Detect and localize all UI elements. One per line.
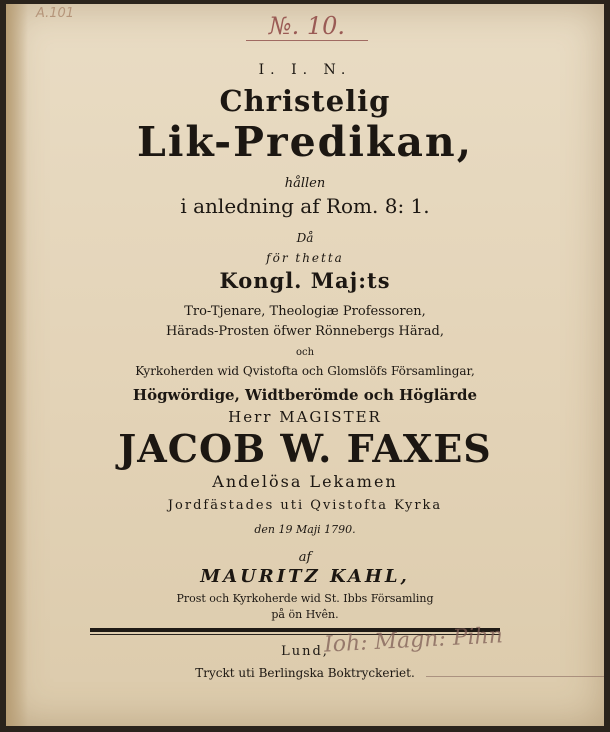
title-line-2: Lik-Predikan, [137,118,473,166]
handwritten-number: №. 10. [246,12,368,41]
ijn-heading: I. I. N. [258,62,352,78]
author-title-1: Prost och Kyrkoherde wid St. Ibbs Församling [176,592,434,605]
och-text: och [295,347,315,358]
title-page [6,4,604,726]
author-title-2: på ön Hvên. [271,608,339,621]
printer-text: Tryckt uti Berlingska Boktryckeriet. [195,666,415,680]
andelosa-text: Andelösa Lekamen [212,472,398,491]
handwritten-signature: Ioh: Magn: Pihn [323,623,504,658]
title-line-1: Christelig [219,84,391,118]
signature-underline [426,676,604,677]
hallen-text: hållen [284,176,326,191]
kyrkoherden-text: Kyrkoherden wid Qvistofta och Glomslöfs Församlingar, [135,364,475,378]
for-thetta-text: för thetta [266,251,344,265]
anledning-text: i anledning af Rom. 8: 1. [180,194,430,218]
hogwordige-text: Högwördige, Widtberömde och Höglärde [132,386,478,404]
kongl-text: Kongl. Maj:ts [219,268,391,293]
corner-note: A.101 [36,6,75,21]
date-text: den 19 Maji 1790. [254,523,356,536]
tro-tjenare-text: Tro-Tjenare, Theologiæ Professoren, [184,304,426,319]
da-text: Då [296,231,314,245]
harads-prosten-text: Härads-Prosten öfwer Rönnebergs Härad, [165,324,445,339]
place-text: Lund, [281,644,329,659]
author-name: MAURITZ KAHL, [200,566,410,587]
af-text: af [298,550,312,565]
jordfastades-text: Jordfästades uti Qvistofta Kyrka [167,498,443,513]
deceased-name: JACOB W. FAXES [118,426,492,471]
herr-magister-text: Herr MAGISTER [228,408,382,426]
